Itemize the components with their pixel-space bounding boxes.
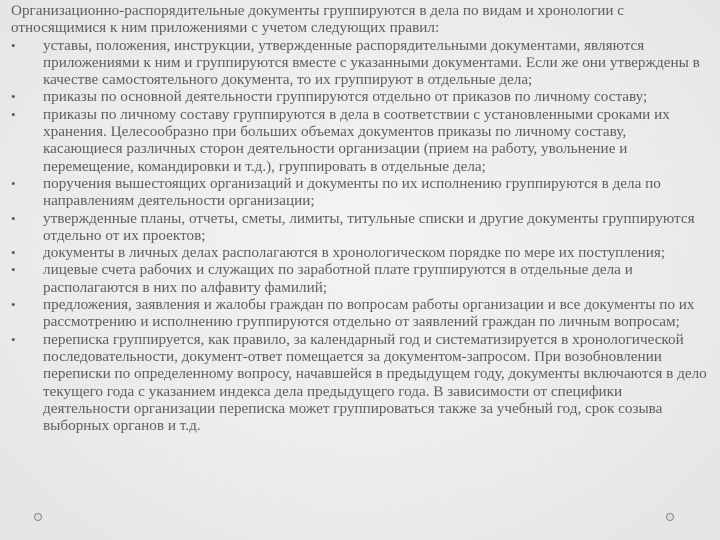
decorative-circle-icon — [34, 513, 42, 521]
list-item — [11, 244, 709, 261]
rules-list — [11, 37, 709, 435]
bullet-icon: • — [11, 89, 16, 105]
decorative-circle-icon — [666, 513, 674, 521]
bullet-icon: • — [11, 245, 16, 261]
list-item — [11, 296, 709, 331]
list-item-text: поручения вышестоящих организаций и документы по их исполнению группируются в дела по направлениям деятельности организации; — [43, 174, 661, 210]
list-item — [11, 331, 709, 435]
list-item-text: документы в личных делах располагаются в хронологическом порядке по мере их поступления; — [43, 244, 666, 262]
bullet-icon: • — [11, 175, 16, 191]
list-item — [11, 88, 709, 105]
bullet-icon: • — [11, 297, 16, 313]
list-item-text: утвержденные планы, отчеты, сметы, лимиты, титульные списки и другие документы группируются отдельно от их проектов; — [43, 209, 695, 244]
list-item-text: предложения, заявления и жалобы граждан по вопросам работы организации и все документы по их рассмотрению и исполнению группируются отдельно от заявлений граждан по личным вопросам; — [43, 296, 695, 331]
bullet-icon: • — [11, 331, 16, 347]
list-item-text: приказы по основной деятельности группируются отдельно от приказов по личному составу; — [43, 88, 648, 106]
list-item-text: переписка группируется, как правило, за календарный год и систематизируется в хронологической последовательности, документ-ответ помещается за документом-запросом. При возобновлении переписки по определенному вопросу, начавшейся в предыдущем году, документы включаются в дело текущего года с указанием индекса дела предыдущего года. В зависимости от специфики деятельности организации переписка может группироваться также за учебный год, срок созыва выборных органов и т.д. — [43, 330, 707, 435]
list-item — [11, 106, 709, 175]
bullet-icon: • — [11, 262, 16, 278]
intro-paragraph: Организационно-распорядительные документы группируются в дела по видам и хронологии с относящимися к ним приложениями с учетом следующих правил: — [11, 2, 625, 37]
slide-text-body — [11, 2, 709, 434]
bullet-icon: • — [11, 210, 16, 226]
list-item — [11, 210, 709, 245]
list-item-text: приказы по личному составу группируются в дела в соответствии с установленными сроками их хранения. Целесообразно при больших объемах документов приказы по личному составу, касающиеся различных сторон деятельности организации (прием на работу, увольнение и перемещение, командировки и т.д.), группировать в отдельные дела; — [43, 105, 670, 175]
list-item — [11, 261, 709, 296]
list-item — [11, 37, 709, 89]
bullet-icon: • — [11, 106, 16, 122]
list-item-text: лицевые счета рабочих и служащих по заработной плате группируются в отдельные дела и располагаются в них по алфавиту фамилий; — [43, 261, 633, 296]
bullet-icon: • — [11, 37, 16, 53]
list-item-text: уставы, положения, инструкции, утвержденные распорядительными документами, являются приложениями к ним и группируются вместе с указанными документами. Если же они утверждены в качестве самостоятельного документа, то их группируют в отдельные дела; — [43, 36, 700, 89]
list-item — [11, 175, 709, 210]
